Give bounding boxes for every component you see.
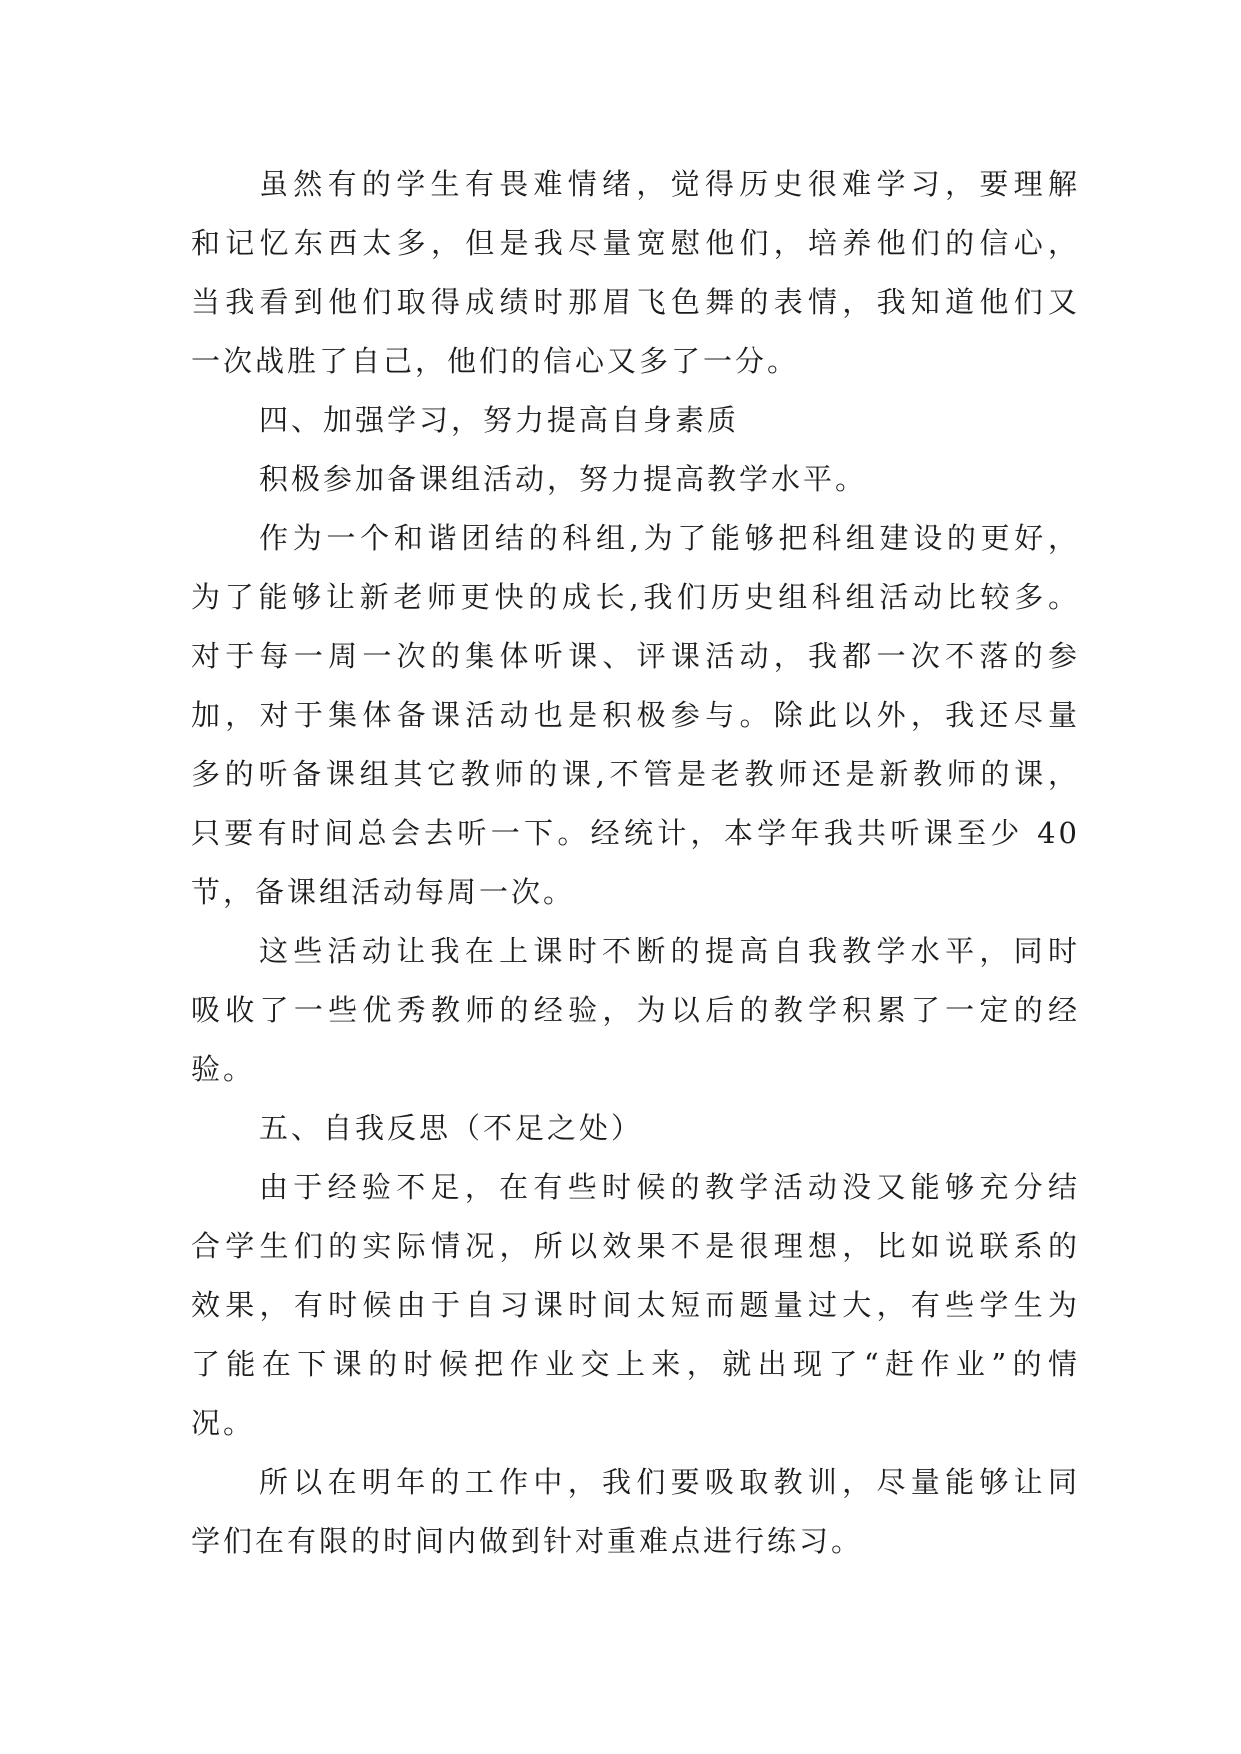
text-line: 为了能够让新老师更快的成长,我们历史组科组活动比较多。 [191,580,1080,614]
text-line: 了能在下课的时候把作业交上来，就出现了“赶作业”的情 [191,1347,1080,1381]
text-line: 只要有时间总会去听一下。经统计，本学年我共听课至少 40 [191,816,1080,850]
paragraph [191,155,1080,391]
text-line: 吸收了一些优秀教师的经验，为以后的教学积累了一定的经 [191,993,1080,1027]
text-line: 积极参加备课组活动，努力提高教学水平。 [259,462,868,496]
document-body [191,155,1080,1571]
text-line: 和记忆东西太多，但是我尽量宽慰他们，培养他们的信心， [191,226,1080,260]
section-heading [191,1099,1080,1158]
text-line: 一次战胜了自己，他们的信心又多了一分。 [191,344,800,378]
paragraph [191,922,1080,1099]
paragraph [191,1158,1080,1453]
section-heading [191,391,1080,450]
text-line: 学们在有限的时间内做到针对重难点进行练习。 [191,1524,864,1558]
text-line: 多的听备课组其它教师的课,不管是老教师还是新教师的课， [191,757,1080,791]
text-line: 对于每一周一次的集体听课、评课活动，我都一次不落的参 [191,639,1080,673]
text-line: 所以在明年的工作中，我们要吸取教训，尽量能够让同 [259,1465,1080,1499]
paragraph [191,450,1080,509]
text-line: 加，对于集体备课活动也是积极参与。除此以外，我还尽量 [191,698,1080,732]
paragraph [191,1453,1080,1571]
text-line: 效果，有时候由于自习课时间太短而题量过大，有些学生为 [191,1288,1080,1322]
text-line: 作为一个和谐团结的科组,为了能够把科组建设的更好， [259,521,1080,555]
paragraph [191,509,1080,922]
text-line: 由于经验不足，在有些时候的教学活动没又能够充分结 [259,1170,1080,1204]
section-heading-text: 五、自我反思（不足之处） [259,1111,644,1145]
text-line: 当我看到他们取得成绩时那眉飞色舞的表情，我知道他们又 [191,285,1080,319]
text-line: 况。 [191,1406,256,1440]
text-line: 虽然有的学生有畏难情绪，觉得历史很难学习，要理解 [259,167,1080,201]
text-line: 这些活动让我在上课时不断的提高自我教学水平，同时 [259,934,1080,968]
section-heading-text: 四、加强学习，努力提高自身素质 [259,403,740,437]
text-line: 合学生们的实际情况，所以效果不是很理想，比如说联系的 [191,1229,1080,1263]
text-line: 验。 [191,1052,256,1086]
text-line: 节，备课组活动每周一次。 [191,875,576,909]
